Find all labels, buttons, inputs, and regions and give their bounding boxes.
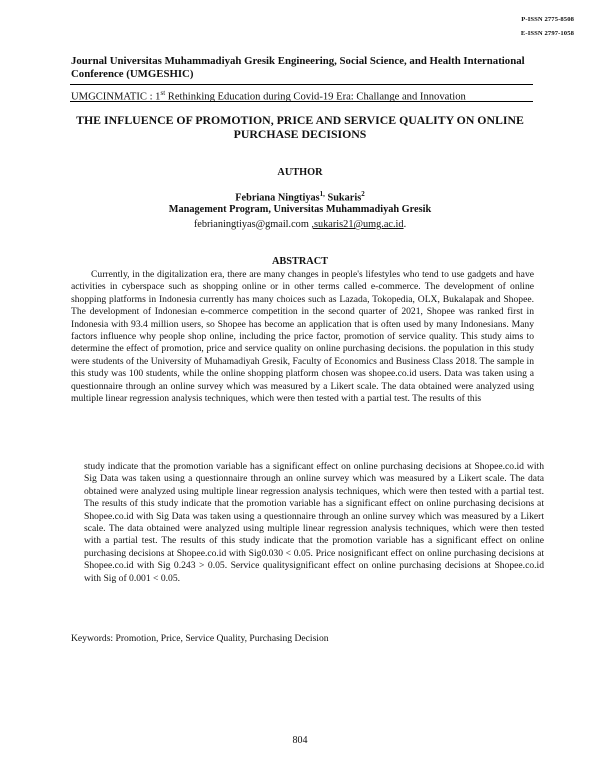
abstract-paragraph-2: study indicate that the promotion variable has a significant effect on online purchasing decisions at Shopee.co.id with Sig Data was taken using a questionnaire through an online survey which was measured by a Likert scale. The data obtained were analyzed using multiple linear regression analysis techniques, which were then tested with a partial test. The results of this study indicate that the promotion variable has a significant effect on online purchasing decisions at Shopee.co.id with Sig Data was taken using a questionnaire through an online survey which was measured by a Likert scale. The data obtained were analyzed using multiple linear regression analysis techniques, which were then tested with a partial test. The results of this study indicate that the promotion variable has a significant effect on online purchasing decisions at Shopee.co.id with Sig0.030 < 0.05. Price nosignificant effect on online purchasing decisions at Shopee.co.id with Sig 0.243 > 0.05. Service qualitysignificant effect on online purchasing decisions at Shopee.co.id with Sig of 0.001 < 0.05. <box>84 461 544 584</box>
page-number: 804 <box>292 735 308 746</box>
author-names: Febriana Ningtiyas$^{1,}$ Sukaris$^2$ <box>235 190 365 204</box>
author-heading: AUTHOR <box>277 167 323 178</box>
abstract-paragraph-1: Currently, in the digitalization era, there are many changes in people's lifestyles who tend to use gadgets and have activities in cyberspace such as shopping online or in other terms called e-commerce. The development of online shopping platforms in Indonesia currently has many choices such as Lazada, Tokopedia, OLX, Bukalapak and Shopee. The development of Indonesian e-commerce competition in the second quarter of 2021, Shopee was ranked first in Indonesia with 93.4 million users, so Shopee has become an application that is often used by many Indonesians. Many factors influence why people shop online, including the price factor, promotion of service quality. This study aims to determine the effect of promotion, price and service quality on online purchasing decisions. the population in this study were students of the University of Muhamadiyah Gresik, Faculty of Economics and Business Class 2018. The sample in this study was 100 students, while the online shopping platform chosen was shopee.co.id users. Data was taken using a questionnaire through an online survey which was measured by a Likert scale. The data obtained were analyzed using multiple linear regression analysis techniques, which were then tested with a partial test. The results of this <box>71 269 534 405</box>
affiliation: Management Program, Universitas Muhammadiyah Gresik <box>168 204 432 215</box>
paper-title: THE INFLUENCE OF PROMOTION, PRICE AND SERVICE QUALITY ON ONLINE PURCHASE DECISIONS <box>76 113 524 141</box>
email-1[interactable]: febrianingtiyas@gmail.com <box>193 219 312 230</box>
email-2[interactable]: ,sukaris21@umg.ac.id <box>311 219 404 230</box>
abstract-heading: ABSTRACT <box>271 256 329 267</box>
conference-line: UMGCINMATIC : 1st Rethinking Education during Covid-19 Era: Challange and Innovation <box>71 89 466 103</box>
p-issn: P-ISSN 2775-8508 <box>521 16 574 23</box>
keywords: Keywords: Promotion, Price, Service Quality, Purchasing Decision <box>71 633 329 644</box>
header-rule-top <box>70 84 533 85</box>
e-issn: E-ISSN 2797-1058 <box>520 30 574 37</box>
header-rule-bottom <box>70 101 533 102</box>
author-emails: febrianingtiyas@gmail.com ,sukaris21@umg.ac.id. <box>193 219 407 230</box>
journal-title: Journal Universitas Muhammadiyah Gresik Engineering, Social Science, and Health International Conference (UMGESHIC) <box>71 55 525 80</box>
